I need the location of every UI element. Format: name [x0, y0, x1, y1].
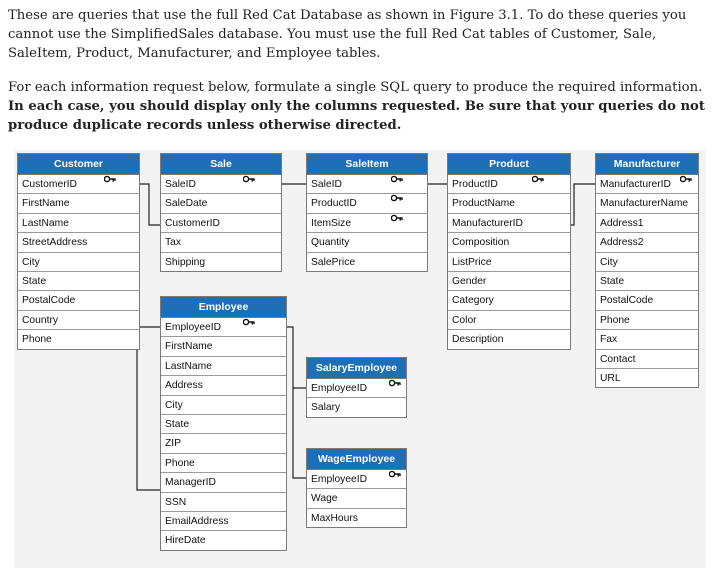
field-row — [448, 252, 570, 271]
field-row — [596, 193, 698, 212]
table-employee — [160, 296, 287, 551]
field-name: ProductID — [311, 198, 357, 210]
field-row — [448, 310, 570, 329]
field-row — [161, 252, 281, 271]
field-name: Salary — [311, 402, 341, 414]
table-customer — [17, 153, 140, 350]
field-name: PostalCode — [600, 295, 654, 307]
field-row — [18, 290, 139, 309]
link-employee-salaryemployee — [285, 327, 306, 388]
table-title: WageEmployee — [307, 449, 406, 469]
field-name: Composition — [452, 237, 510, 249]
field-row — [448, 329, 570, 348]
field-row — [18, 252, 139, 271]
table-manufacturer — [595, 153, 699, 388]
field-name: CustomerID — [165, 217, 220, 229]
instructions-paragraph — [8, 78, 713, 135]
field-name: PostalCode — [22, 295, 76, 307]
field-name: Phone — [165, 457, 195, 469]
field-name: FirstName — [22, 198, 70, 210]
field-name: ManufacturerName — [600, 198, 689, 210]
field-row — [596, 252, 698, 271]
field-row — [161, 375, 286, 394]
field-name: Address1 — [600, 217, 644, 229]
field-row — [161, 336, 286, 355]
field-row — [307, 252, 427, 271]
table-salaryemployee — [306, 357, 407, 418]
field-row — [18, 310, 139, 329]
instructions-normal-text: For each information request below, formulate a single SQL query to produce the required information. — [8, 80, 703, 95]
field-row — [596, 213, 698, 232]
field-name: Phone — [22, 334, 52, 346]
field-row — [307, 508, 406, 527]
field-row — [307, 378, 406, 397]
field-row — [307, 232, 427, 251]
instructions-bold-text: In each case, you should display only the columns requested. Be sure that your queries do not produce duplicate records unless otherwise directed. — [8, 99, 705, 133]
field-row — [161, 395, 286, 414]
field-row — [18, 329, 139, 348]
table-title: SalaryEmployee — [307, 358, 406, 378]
field-row — [307, 397, 406, 416]
field-row — [307, 213, 427, 232]
field-name: EmployeeID — [311, 383, 368, 394]
field-name: Quantity — [311, 237, 350, 249]
field-row — [596, 290, 698, 309]
field-name: Phone — [600, 314, 630, 326]
table-product — [447, 153, 571, 350]
field-row — [161, 414, 286, 433]
field-name: Address2 — [600, 237, 644, 249]
field-name: ZIP — [165, 438, 182, 450]
er-diagram — [14, 150, 706, 568]
field-name: Color — [452, 314, 477, 326]
field-name: CustomerID — [22, 179, 77, 190]
field-name: ManufacturerID — [452, 217, 523, 229]
field-row — [448, 290, 570, 309]
field-row — [307, 193, 427, 212]
field-row — [596, 310, 698, 329]
intro-paragraph: These are queries that use the full Red Cat Database as shown in Figure 3.1. To do these queries you cannot use the SimplifiedSales database. You must use the full Red Cat tables of Customer, Sale, SaleItem, Product, Manufacturer, and Employee tables. — [8, 8, 687, 61]
field-name: EmployeeID — [165, 322, 222, 333]
field-name: LastName — [165, 360, 212, 372]
table-wageemployee — [306, 448, 407, 528]
field-row — [161, 492, 286, 511]
link-employee-wageemployee — [293, 388, 306, 478]
field-name: ItemSize — [311, 217, 352, 229]
field-row — [596, 329, 698, 348]
field-row — [18, 174, 139, 193]
field-name: EmailAddress — [165, 515, 229, 527]
field-name: SSN — [165, 496, 187, 508]
field-name: State — [600, 275, 625, 287]
table-title: Customer — [18, 154, 139, 174]
field-name: SaleID — [165, 179, 196, 190]
table-sale — [160, 153, 282, 272]
field-row — [307, 174, 427, 193]
field-name: State — [22, 275, 47, 287]
link-saleitem-product — [426, 184, 447, 204]
field-name: Tax — [165, 237, 182, 249]
field-name: ProductID — [452, 179, 498, 190]
field-name: Contact — [600, 353, 636, 365]
table-title: SaleItem — [307, 154, 427, 174]
field-row — [161, 433, 286, 452]
table-title: Sale — [161, 154, 281, 174]
field-name: FirstName — [165, 341, 213, 353]
field-row — [18, 232, 139, 251]
field-name: Address — [165, 380, 203, 392]
field-name: URL — [600, 372, 621, 384]
field-row — [161, 213, 281, 232]
table-title: Manufacturer — [596, 154, 698, 174]
field-name: Gender — [452, 275, 487, 287]
field-row — [161, 530, 286, 549]
field-name: StreetAddress — [22, 237, 88, 249]
table-saleitem — [306, 153, 428, 272]
table-title: Product — [448, 154, 570, 174]
field-row — [161, 511, 286, 530]
field-row — [596, 368, 698, 387]
field-name: City — [22, 256, 40, 268]
field-row — [448, 232, 570, 251]
field-row — [161, 356, 286, 375]
field-name: Description — [452, 334, 504, 346]
field-row — [448, 193, 570, 212]
field-row — [448, 271, 570, 290]
field-name: Category — [452, 295, 494, 307]
field-name: ProductName — [452, 198, 515, 210]
field-row — [307, 488, 406, 507]
field-name: State — [165, 418, 190, 430]
field-row — [161, 453, 286, 472]
field-row — [18, 271, 139, 290]
field-row — [18, 193, 139, 212]
field-row — [161, 193, 281, 212]
field-name: SalePrice — [311, 256, 356, 268]
field-name: SaleDate — [165, 198, 208, 210]
field-name: EmployeeID — [311, 474, 368, 485]
field-name: ManufacturerID — [600, 179, 671, 190]
field-name: LastName — [22, 217, 69, 229]
field-row — [448, 174, 570, 193]
field-row — [307, 469, 406, 488]
field-name: City — [600, 256, 618, 268]
field-row — [161, 317, 286, 336]
field-name: Country — [22, 314, 59, 326]
field-row — [161, 232, 281, 251]
table-title: Employee — [161, 297, 286, 317]
field-name: City — [165, 399, 183, 411]
field-row — [596, 271, 698, 290]
field-name: SaleID — [311, 179, 342, 190]
field-row — [596, 349, 698, 368]
field-row — [161, 174, 281, 193]
field-row — [161, 472, 286, 491]
field-row — [18, 213, 139, 232]
field-name: HireDate — [165, 535, 206, 547]
field-row — [448, 213, 570, 232]
field-row — [596, 174, 698, 193]
link-customer-sale — [139, 184, 160, 225]
field-name: Fax — [600, 334, 618, 346]
field-name: ManagerID — [165, 477, 216, 489]
field-name: ListPrice — [452, 256, 492, 268]
field-name: Wage — [311, 493, 338, 505]
link-employee-manager — [137, 327, 160, 490]
field-name: Shipping — [165, 256, 206, 268]
field-row — [596, 232, 698, 251]
field-name: MaxHours — [311, 512, 358, 524]
